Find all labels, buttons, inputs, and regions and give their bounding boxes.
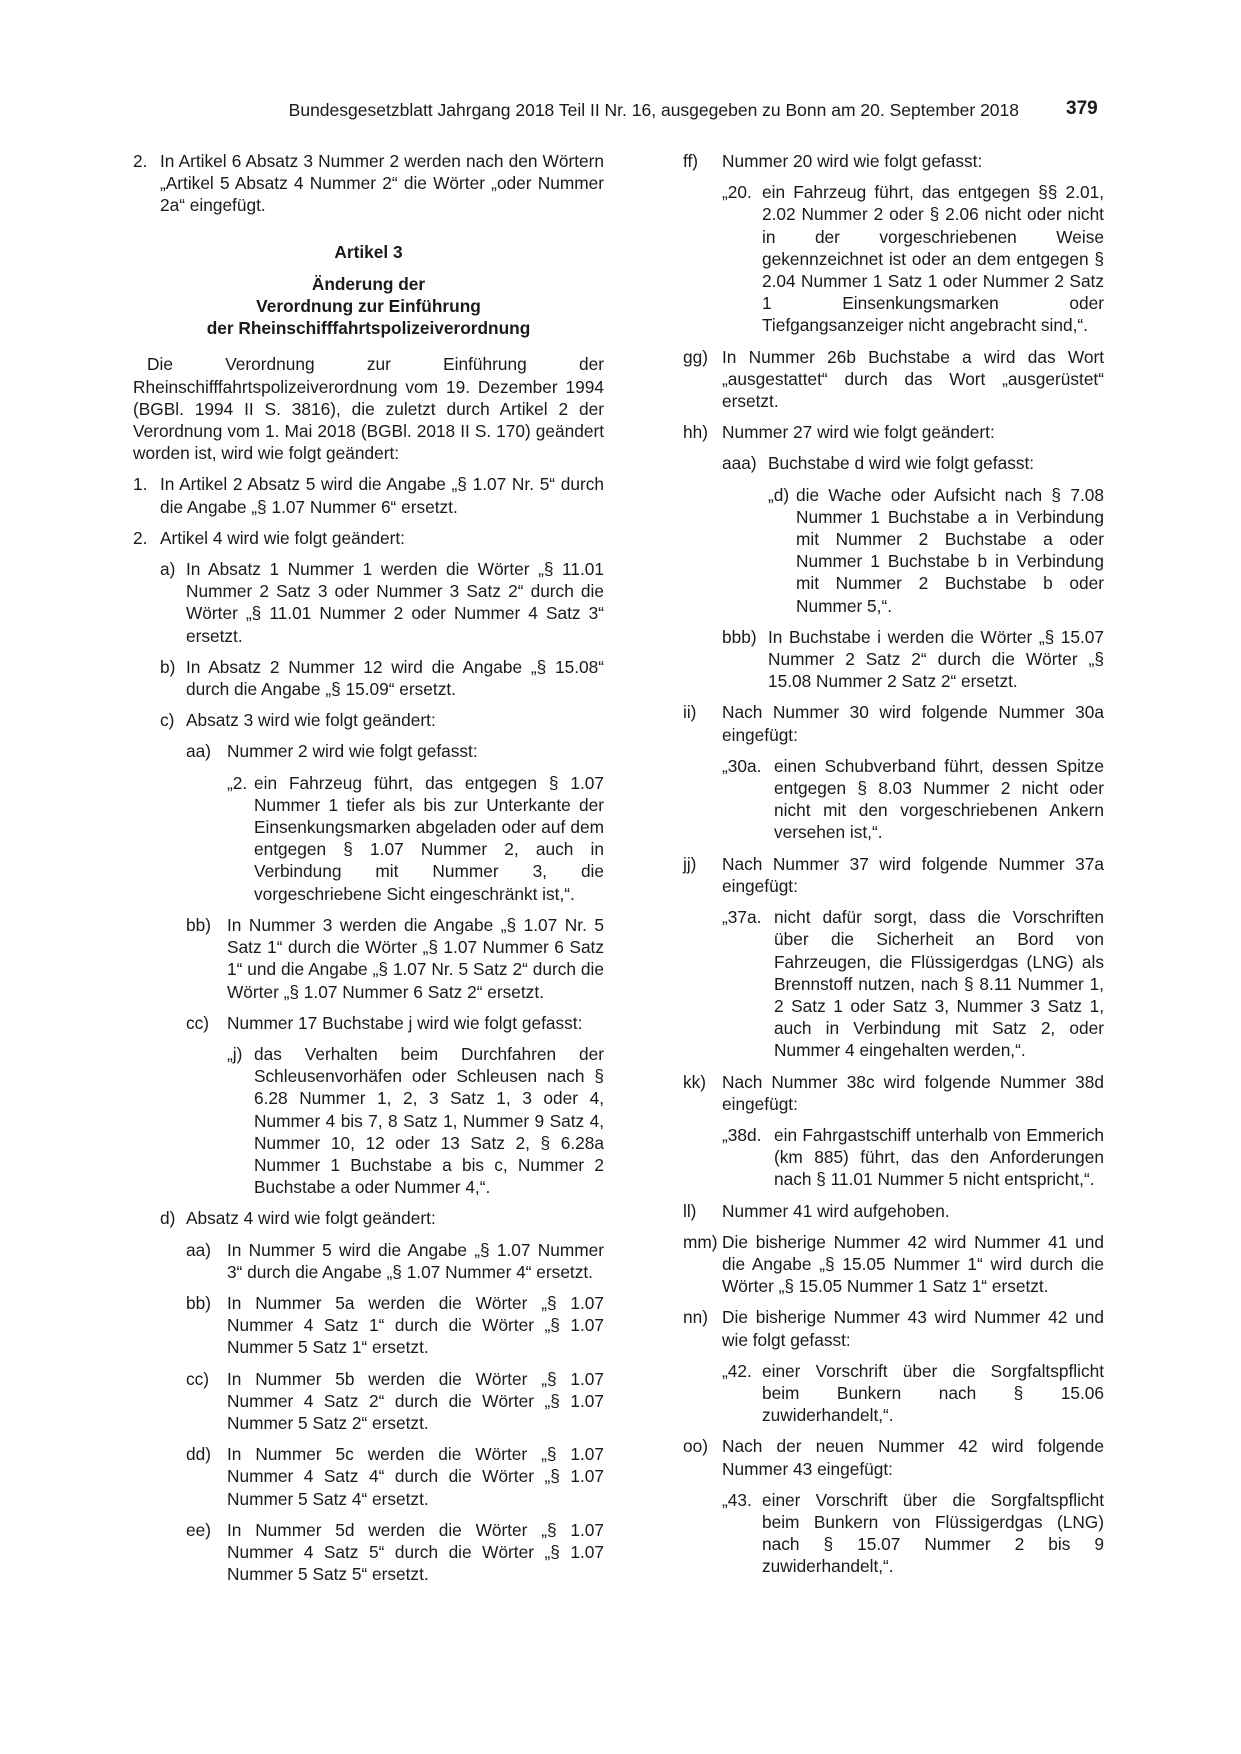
- quote-text: einer Vorschrift über die Sorgfaltspflicht beim Bunkern nach § 15.06 zuwiderhandelt,“.: [762, 1360, 1104, 1426]
- item-text: Nummer 2 wird wie folgt gefasst:: [227, 741, 478, 762]
- item-marker: dd): [186, 1444, 211, 1465]
- quote-text: ein Fahrgastschiff unterhalb von Emmerich (km 885) führt, das den Anforderungen nach § 11.01 Nummer 5 nicht entspricht,“.: [774, 1124, 1104, 1190]
- list-item: [683, 1306, 1104, 1350]
- list-item: [683, 1231, 1104, 1298]
- list-item: [683, 1435, 1104, 1479]
- item-text: Nummer 17 Buchstabe j wird wie folgt gefasst:: [227, 1012, 583, 1033]
- list-item: [160, 709, 604, 731]
- quoted-provision: [768, 484, 1104, 617]
- item-marker: ll): [683, 1200, 697, 1221]
- quote-marker: „2.: [227, 772, 248, 793]
- article-heading: [133, 273, 604, 340]
- item-marker: aa): [186, 741, 211, 762]
- list-item: [683, 421, 1104, 443]
- quote-marker: „42.: [722, 1360, 752, 1381]
- item-text: In Nummer 3 werden die Angabe „§ 1.07 Nr. 5 Satz 1“ durch die Wörter „§ 1.07 Nummer 6 Satz 1“ und die Angabe „§ 1.07 Nr. 5 Satz 2“ durch die Wörter „§ 1.07 Nummer 6 Satz 2“ ersetzt.: [227, 914, 604, 1002]
- list-item: [186, 1239, 604, 1283]
- list-item: [683, 150, 1104, 172]
- list-item: [186, 1443, 604, 1510]
- list-item: [722, 626, 1104, 693]
- left-column: [133, 150, 604, 1585]
- item-text: In Buchstabe i werden die Wörter „§ 15.07 Nummer 2 Satz 2“ durch die Wörter „§ 15.08 Nummer 2 Satz 2“ ersetzt.: [768, 626, 1104, 692]
- item-text: In Nummer 5a werden die Wörter „§ 1.07 Nummer 4 Satz 1“ durch die Wörter „§ 1.07 Nummer 5 Satz 1“ ersetzt.: [227, 1292, 604, 1358]
- quoted-provision: [722, 906, 1104, 1061]
- quote-text: das Verhalten beim Durchfahren der Schleusenvorhäfen oder Schleusen nach § 6.28 Nummer 1, 2, 3 Satz 1, 3 oder 4, Nummer 4 bis 7, 8 Satz 1, Nummer 9 Satz 4, Nummer 10, 12 oder 13 Satz 2, § 6.28a Nummer 1 Buchstabe a bis c, Nummer 2 Buchstabe a oder Nummer 4,“.: [254, 1043, 604, 1198]
- quote-marker: „38d.: [722, 1124, 762, 1145]
- item-marker: aaa): [722, 453, 757, 474]
- item-marker: kk): [683, 1071, 707, 1092]
- quote-text: die Wache oder Aufsicht nach § 7.08 Nummer 1 Buchstabe a in Verbindung mit Nummer 2 Buchstabe a oder Nummer 1 Buchstabe b in Verbindung mit Nummer 2 Buchstabe b oder Nummer 5,“.: [796, 484, 1104, 616]
- page-header: [0, 98, 1241, 128]
- quote-text: einen Schubverband führt, dessen Spitze entgegen § 8.03 Nummer 2 nicht oder nicht mit den vorgeschriebenen Ankern versehen ist,“.: [774, 755, 1104, 843]
- item-text: Artikel 4 wird wie folgt geändert:: [160, 527, 405, 548]
- item-text: Absatz 3 wird wie folgt geändert:: [186, 710, 436, 731]
- item-text: Nummer 41 wird aufgehoben.: [722, 1200, 950, 1221]
- quoted-provision: [722, 181, 1104, 336]
- quote-marker: „j): [227, 1043, 243, 1064]
- list-item: [186, 1292, 604, 1359]
- list-item: [133, 150, 604, 217]
- item-text: In Nummer 5b werden die Wörter „§ 1.07 Nummer 4 Satz 2“ durch die Wörter „§ 1.07 Nummer 5 Satz 2“ ersetzt.: [227, 1368, 604, 1433]
- item-marker: bbb): [722, 626, 757, 647]
- item-text: In Artikel 2 Absatz 5 wird die Angabe „§ 1.07 Nr. 5“ durch die Angabe „§ 1.07 Nummer 6“ ersetzt.: [160, 474, 604, 517]
- article-heading-line: der Rheinschifffahrtspolizeiverordnung: [206, 318, 531, 339]
- right-column: [683, 150, 1104, 1578]
- item-marker: cc): [186, 1012, 210, 1033]
- quote-marker: „20.: [722, 182, 752, 203]
- item-marker: c): [160, 710, 175, 731]
- article-heading-line: Änderung der: [311, 273, 426, 294]
- item-marker: mm): [683, 1231, 718, 1252]
- item-text: Nach Nummer 38c wird folgende Nummer 38d eingefügt:: [722, 1071, 1104, 1114]
- item-text: In Nummer 5c werden die Wörter „§ 1.07 Nummer 4 Satz 4“ durch die Wörter „§ 1.07 Nummer 5 Satz 4“ ersetzt.: [227, 1444, 604, 1509]
- item-text: Nummer 20 wird wie folgt gefasst:: [722, 151, 983, 171]
- list-item: [160, 558, 604, 647]
- item-text: In Nummer 26b Buchstabe a wird das Wort „ausgestattet“ durch das Wort „ausgerüstet“ ersetzt.: [722, 346, 1104, 412]
- item-marker: gg): [683, 346, 708, 367]
- item-marker: ee): [186, 1519, 211, 1540]
- quoted-provision: [722, 755, 1104, 844]
- list-item: [186, 1012, 604, 1034]
- item-marker: bb): [186, 914, 211, 935]
- article-title: Artikel 3: [334, 241, 403, 262]
- article-intro: Die Verordnung zur Einführung der Rheinschifffahrtspolizeiverordnung vom 19. Dezember 1994 (BGBl. 1994 II S. 3816), die zuletzt durch Artikel 2 der Verordnung vom 1. Mai 2018 (BGBl. 2018 II S. 170) geändert worden ist, wird wie folgt geändert:: [133, 354, 604, 464]
- item-text: Die bisherige Nummer 42 wird Nummer 41 und die Angabe „§ 15.05 Nummer 1“ wird durch die Wörter „§ 15.05 Nummer 1 Satz 1“ ersetzt.: [722, 1231, 1104, 1297]
- item-text: Nach Nummer 37 wird folgende Nummer 37a eingefügt:: [722, 853, 1104, 896]
- item-marker: b): [160, 656, 176, 677]
- item-marker: 2.: [133, 527, 148, 548]
- list-item: [186, 1519, 604, 1586]
- list-item: [133, 527, 604, 549]
- item-marker: cc): [186, 1368, 210, 1389]
- list-item: [683, 1071, 1104, 1115]
- quote-text: einer Vorschrift über die Sorgfaltspflicht beim Bunkern von Flüssigerdgas (LNG) nach § 15.07 Nummer 2 bis 9 zuwiderhandelt,“.: [762, 1489, 1104, 1577]
- item-marker: jj): [683, 853, 697, 874]
- list-item: [683, 853, 1104, 897]
- item-marker: a): [160, 559, 176, 580]
- item-text: In Artikel 6 Absatz 3 Nummer 2 werden nach den Wörtern „Artikel 5 Absatz 4 Nummer 2“ die Wörter „oder Nummer 2a“ eingefügt.: [160, 151, 604, 216]
- item-marker: ff): [683, 151, 699, 171]
- item-marker: ii): [683, 702, 697, 723]
- item-text: In Absatz 1 Nummer 1 werden die Wörter „§ 11.01 Nummer 2 Satz 3 oder Nummer 3 Satz 2“ durch die Wörter „§ 11.01 Nummer 2 oder Nummer 4 Satz 3“ ersetzt.: [186, 559, 604, 646]
- item-marker: oo): [683, 1436, 708, 1457]
- item-marker: 2.: [133, 151, 148, 171]
- item-text: In Absatz 2 Nummer 12 wird die Angabe „§ 15.08“ durch die Angabe „§ 15.09“ ersetzt.: [186, 656, 604, 700]
- quote-marker: „30a.: [722, 755, 762, 776]
- list-item: [160, 1207, 604, 1229]
- list-item: [186, 1368, 604, 1435]
- quoted-provision: [227, 772, 604, 905]
- list-item: [683, 346, 1104, 413]
- quote-text: ein Fahrzeug führt, das entgegen §§ 2.01, 2.02 Nummer 2 oder § 2.06 nicht oder nicht in der vorgeschriebenen Weise gekennzeichnet ist oder an dem entgegen § 2.04 Nummer 1 Satz 1 oder Nummer 2 Satz 1 Einsenkungsmarken oder Tiefgangsanzeiger nicht angebracht sind,“.: [762, 182, 1104, 336]
- list-item: [683, 1200, 1104, 1222]
- item-text: In Nummer 5d werden die Wörter „§ 1.07 Nummer 4 Satz 5“ durch die Wörter „§ 1.07 Nummer 5 Satz 5“ ersetzt.: [227, 1519, 604, 1585]
- quoted-provision: [722, 1360, 1104, 1427]
- item-text: In Nummer 5 wird die Angabe „§ 1.07 Nummer 3“ durch die Angabe „§ 1.07 Nummer 4“ ersetzt.: [227, 1239, 604, 1282]
- quoted-provision: [227, 1043, 604, 1198]
- item-text: Nach der neuen Nummer 42 wird folgende Nummer 43 eingefügt:: [722, 1436, 1104, 1479]
- item-marker: 1.: [133, 474, 148, 495]
- list-item: [160, 656, 604, 700]
- page-number: 379: [1066, 98, 1098, 119]
- article-heading-line: Verordnung zur Einführung: [256, 296, 481, 317]
- item-marker: nn): [683, 1307, 708, 1328]
- header-title: Bundesgesetzblatt Jahrgang 2018 Teil II Nr. 16, ausgegeben zu Bonn am 20. September 2018: [288, 100, 1019, 120]
- quoted-provision: [722, 1489, 1104, 1578]
- item-marker: bb): [186, 1292, 211, 1313]
- item-text: Nummer 27 wird wie folgt geändert:: [722, 422, 995, 443]
- list-item: [133, 473, 604, 517]
- item-text: Die bisherige Nummer 43 wird Nummer 42 und wie folgt gefasst:: [722, 1307, 1104, 1350]
- item-marker: aa): [186, 1239, 211, 1260]
- list-item: [722, 452, 1104, 474]
- item-marker: d): [160, 1208, 176, 1229]
- quote-marker: „43.: [722, 1489, 752, 1510]
- item-marker: hh): [683, 422, 708, 443]
- list-item: [186, 914, 604, 1003]
- list-item: [683, 701, 1104, 745]
- quote-marker: „37a.: [722, 907, 762, 928]
- item-text: Absatz 4 wird wie folgt geändert:: [186, 1208, 436, 1229]
- quoted-provision: [722, 1124, 1104, 1191]
- quote-text: nicht dafür sorgt, dass die Vorschriften über die Sicherheit an Bord von Fahrzeugen, die Flüssigerdgas (LNG) als Brennstoff nutzen, nach § 8.11 Nummer 1, 2 Satz 1 oder Satz 3, Nummer 3 Satz 1, auch in Verbindung mit Satz 2, oder Nummer 4 eingehalten werden,“.: [774, 907, 1104, 1061]
- quote-text: ein Fahrzeug führt, das entgegen § 1.07 Nummer 1 tiefer als bis zur Unterkante der Einsenkungsmarken abgeladen oder auf dem entgegen § 1.07 Nummer 2, auch in Verbindung mit Nummer 3, die vorgeschriebene Sicht eingeschränkt ist,“.: [254, 772, 604, 904]
- item-text: Buchstabe d wird wie folgt gefasst:: [768, 453, 1035, 474]
- item-text: Nach Nummer 30 wird folgende Nummer 30a eingefügt:: [722, 702, 1104, 745]
- list-item: [186, 740, 604, 762]
- quote-marker: „d): [768, 484, 790, 505]
